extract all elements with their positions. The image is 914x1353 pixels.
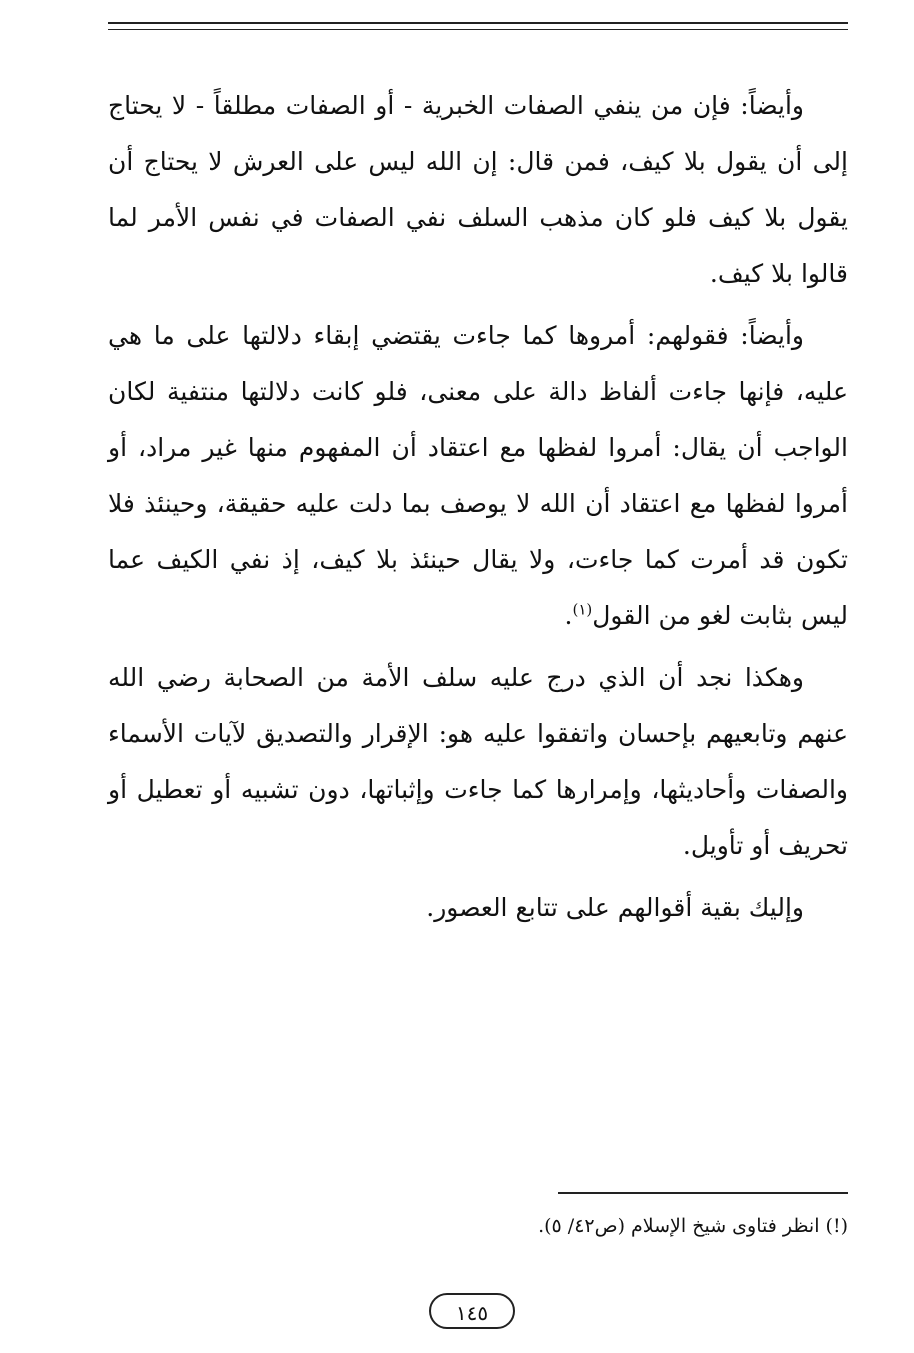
page-number: ١٤٥ (429, 1293, 515, 1329)
body-text (108, 78, 848, 942)
footnote-separator (558, 1192, 848, 1194)
paragraph-2-end: . (564, 601, 573, 630)
header-rule-top (108, 22, 848, 24)
paragraph-3: وهكذا نجد أن الذي درج عليه سلف الأمة من الصحابة رضي الله عنهم وتابعيهم بإحسان واتفقوا عليه هو: الإقرار والتصديق لآيات الأسماء والصفات وأحاديثها، وإمرارها كما جاءت وإثباتها، دون تشبيه أو تعطيل أو تحريف أو تأويل. (108, 663, 848, 860)
paragraph-4: وإليك بقية أقوالهم على تتابع العصور. (426, 893, 804, 922)
footnote-text: (!) انظر فتاوى شيخ الإسلام (ص٤٢/ ٥). (538, 1215, 848, 1237)
paragraph-1: وأيضاً: فإن من ينفي الصفات الخبرية - أو الصفات مطلقاً - لا يحتاج إلى أن يقول بلا كيف، فمن قال: إن الله ليس على العرش لا يحتاج أن يقول بلا كيف فلو كان مذهب السلف نفي الصفات في نفس الأمر لما قالوا بلا كيف. (108, 91, 848, 288)
paragraph-2 (108, 308, 848, 644)
paragraph-2-text: وأيضاً: فقولهم: أمروها كما جاءت يقتضي إبقاء دلالتها على ما هي عليه، فإنها جاءت ألفاظ دالة على معنى، فلو كانت دلالتها منتفية لكان الواجب أن يقال: أمروا لفظها مع اعتقاد أن المفهوم منها غير مراد، أو أمروا لفظها مع اعتقاد أن الله لا يوصف بما دلت عليه حقيقة، وحينئذ فلا تكون قد أمرت كما جاءت، ولا يقال حينئذ بلا كيف، إذ نفي الكيف عما ليس بثابت لغو من القول (108, 321, 848, 630)
header-rule-bottom (108, 29, 848, 30)
footnote-reference[interactable]: (١) (572, 600, 593, 619)
